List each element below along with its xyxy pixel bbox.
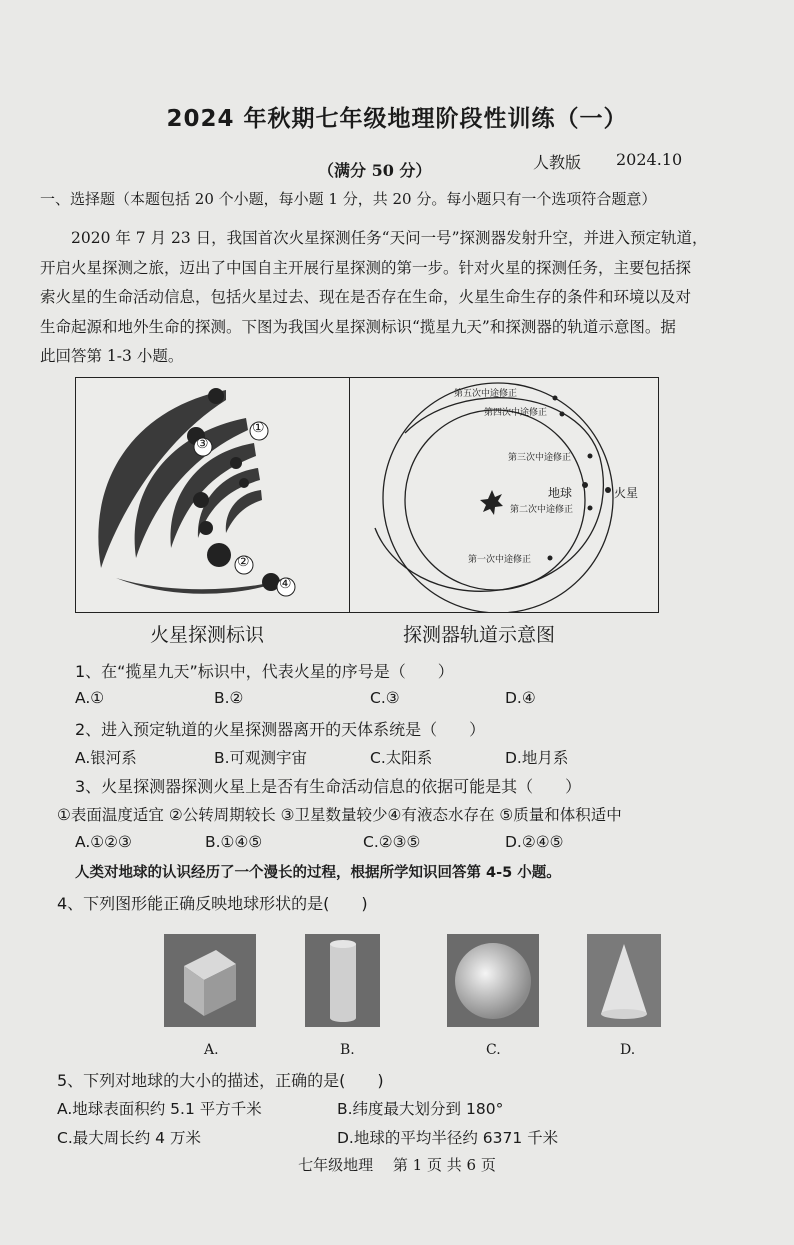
q1-option-c: C.③ — [370, 689, 400, 707]
score-note: （满分 50 分） — [318, 161, 432, 180]
q3-option-a: A.①②③ — [75, 833, 132, 851]
planet-dot — [239, 478, 249, 488]
question-4-stem: 4、下列图形能正确反映地球形状的是( ) — [57, 894, 368, 913]
caption-right: 探测器轨道示意图 — [403, 624, 556, 646]
group2-intro: 人类对地球的认识经历了一个漫长的过程，根据所学知识回答第 4-5 小题。 — [75, 865, 561, 881]
intro-line: 索火星的生命活动信息，包括火星过去、现在是否存在生命，火星生命生存的条件和环境以及对 — [40, 288, 692, 306]
sun-icon — [480, 490, 503, 515]
page-footer: 七年级地理 第 1 页 共 6 页 — [298, 1156, 496, 1174]
cylinder-icon — [305, 934, 380, 1027]
q3-option-d: D.②④⑤ — [505, 833, 564, 851]
q5-option-c: C.最大周长约 4 万米 — [57, 1129, 201, 1147]
cone-icon — [587, 934, 661, 1027]
logo-arc — [226, 490, 262, 533]
third-correction-label: 第三次中途修正 — [508, 453, 572, 463]
caption-left: 火星探测标识 — [150, 624, 265, 646]
label-1: ① — [252, 420, 265, 436]
q2-option-a: A.银河系 — [75, 749, 137, 767]
q2-option-b: B.可观测宇宙 — [214, 749, 308, 767]
intro-line: 2020 年 7 月 23 日，我国首次火星探测任务“天问一号”探测器发射升空，并进入预定轨道， — [71, 229, 708, 247]
label-2: ② — [237, 554, 250, 570]
q5-option-b: B.纬度最大划分到 180° — [337, 1100, 504, 1118]
question-1-stem: 1、在“揽星九天”标识中，代表火星的序号是（ ） — [75, 662, 454, 681]
edition: 人教版 — [533, 153, 582, 172]
q1-option-b: B.② — [214, 689, 244, 707]
shape-label-a: A. — [204, 1042, 219, 1058]
q3-option-c: C.②③⑤ — [363, 833, 421, 851]
q2-option-c: C.太阳系 — [370, 749, 433, 767]
earth-label: 地球 — [548, 486, 573, 500]
q1-option-d: D.④ — [505, 689, 536, 707]
shape-label-b: B. — [340, 1042, 355, 1058]
orbit-diagram-figure — [349, 377, 659, 613]
intro-paragraph — [40, 224, 780, 372]
fourth-correction-label: 第四次中途修正 — [484, 408, 548, 418]
question-5-stem: 5、下列对地球的大小的描述，正确的是( ) — [57, 1071, 384, 1090]
mars-label: 火星 — [614, 486, 639, 500]
shape-label-d: D. — [620, 1042, 636, 1058]
q1-option-a: A.① — [75, 689, 105, 707]
planet-dot — [230, 457, 242, 469]
option-c-image — [447, 934, 539, 1027]
second-correction-label: 第二次中途修正 — [510, 505, 574, 515]
mars-dot — [605, 487, 611, 493]
cube-icon — [164, 934, 256, 1027]
option-d-image — [587, 934, 661, 1027]
intro-line: 此回答第 1-3 小题。 — [40, 347, 184, 365]
planet-dot — [199, 521, 213, 535]
first-correction-label: 第一次中途修正 — [468, 555, 532, 565]
option-a-image — [164, 934, 256, 1027]
planet-dot — [208, 388, 224, 404]
q3-option-b: B.①④⑤ — [205, 833, 263, 851]
correction-dot — [548, 556, 553, 561]
q5-option-a: A.地球表面积约 5.1 平方千米 — [57, 1100, 262, 1118]
intro-line: 生命起源和地外生命的探测。下图为我国火星探测标识“揽星九天”和探测器的轨道示意图。据 — [40, 317, 676, 336]
q5-option-d: D.地球的平均半径约 6371 千米 — [337, 1129, 559, 1147]
correction-dot — [588, 506, 593, 511]
question-2-stem: 2、进入预定轨道的火星探测器离开的天体系统是（ ） — [75, 720, 486, 739]
date: 2024.10 — [616, 150, 683, 169]
planet-dot — [207, 543, 231, 567]
correction-dot — [588, 454, 593, 459]
label-3: ③ — [196, 436, 209, 452]
question-3-stem: 3、火星探测器探测火星上是否有生命活动信息的依据可能是其（ ） — [75, 777, 582, 796]
option-b-image — [305, 934, 380, 1027]
mars-logo-figure — [75, 377, 351, 613]
correction-dot — [560, 412, 565, 417]
label-4: ④ — [279, 576, 292, 592]
q2-option-d: D.地月系 — [505, 749, 569, 767]
mars-logo-svg — [76, 378, 350, 612]
planet-dot — [193, 492, 209, 508]
page-title: 2024 年秋期七年级地理阶段性训练（一） — [166, 106, 628, 132]
section-heading: 一、选择题（本题包括 20 个小题，每小题 1 分，共 20 分。每小题只有一个选项符合题意） — [40, 190, 657, 208]
earth-dot — [582, 482, 588, 488]
sphere-icon — [447, 934, 539, 1027]
intro-line: 开启火星探测之旅，迈出了中国自主开展行星探测的第一步。针对火星的探测任务，主要包括探 — [40, 258, 692, 277]
shape-label-c: C. — [486, 1042, 501, 1058]
fifth-correction-label: 第五次中途修正 — [454, 389, 518, 399]
correction-dot — [553, 396, 558, 401]
q3-conditions: ①表面温度适宜 ②公转周期较长 ③卫星数量较少④有液态水存在 ⑤质量和体积适中 — [57, 806, 622, 824]
